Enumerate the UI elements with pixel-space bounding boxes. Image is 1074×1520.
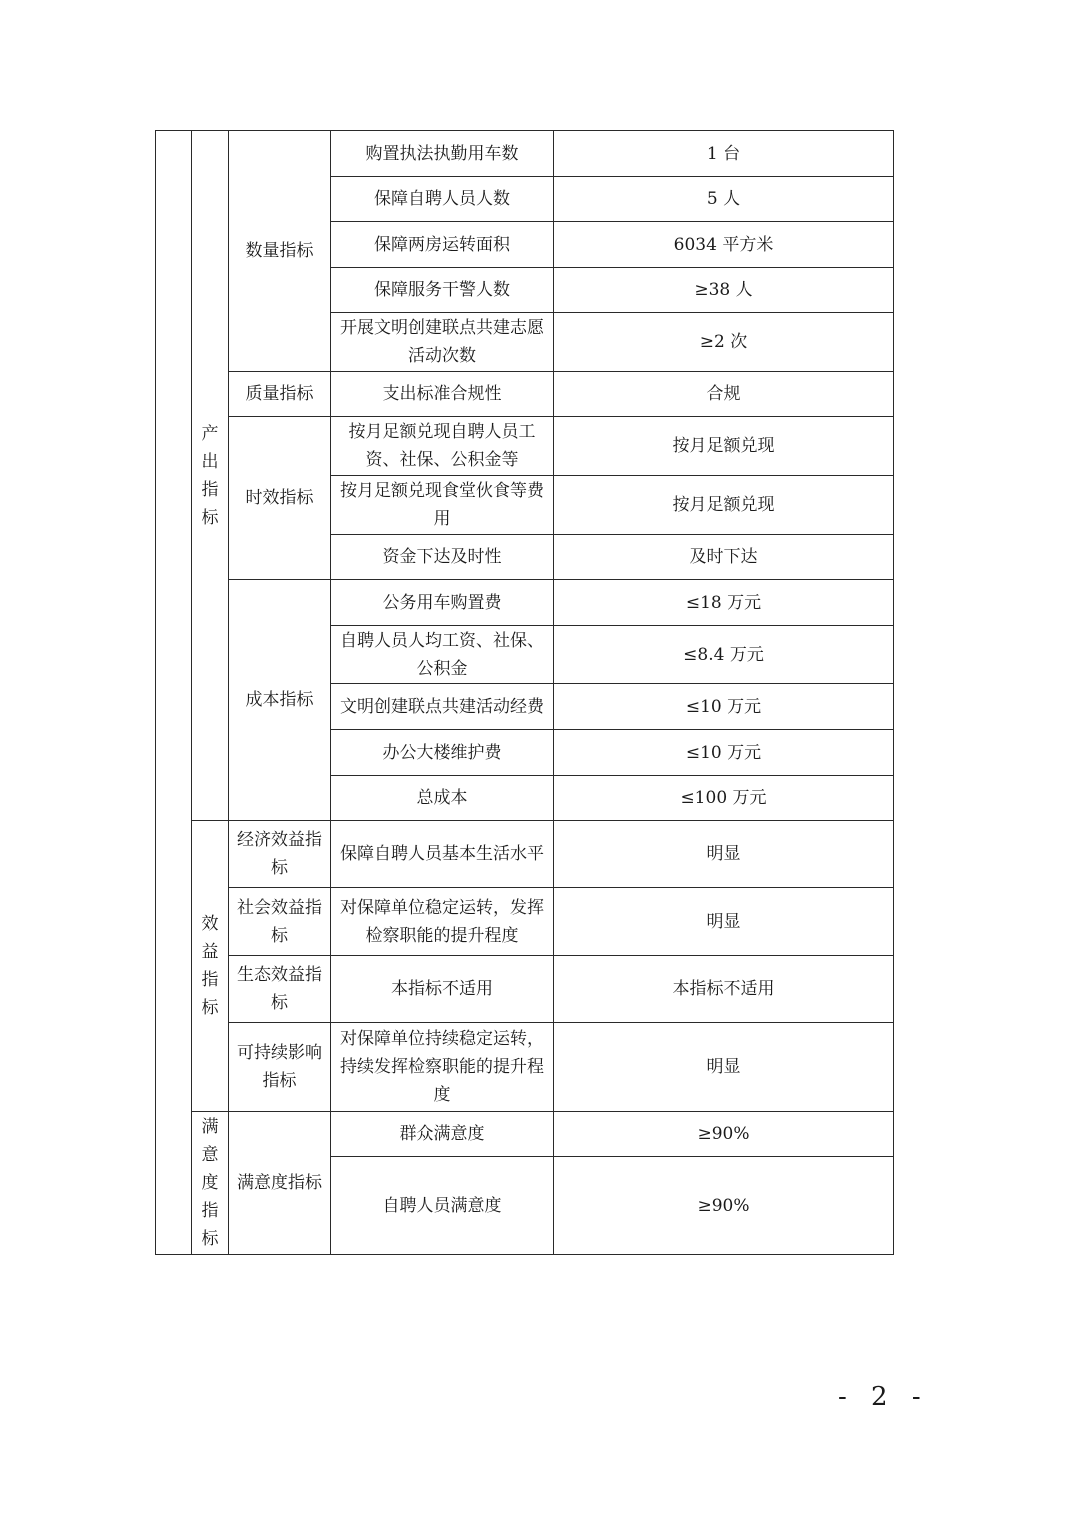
metric-cell: [331, 888, 554, 956]
metric-label: 自聘人员满意度: [382, 1195, 502, 1216]
value-cell: [554, 730, 894, 776]
metric-label: 公务用车购置费: [382, 592, 502, 613]
value-cell: [554, 535, 894, 580]
metric-value: 本指标不适用: [672, 979, 775, 999]
metric-value: ≥38 人: [694, 280, 753, 300]
table-row: [156, 956, 894, 1023]
metric-label: 本指标不适用: [391, 979, 493, 999]
level1-benefit-label: 效益指标: [201, 914, 219, 1018]
value-cell: [554, 626, 894, 684]
metric-cell: [331, 476, 554, 535]
metric-value: ≤18 万元: [685, 592, 762, 613]
level1-output-label: 产出指标: [201, 423, 219, 528]
level2-cost-label: 成本指标: [245, 690, 314, 710]
level2-satisfaction-cell: [229, 1112, 331, 1255]
value-cell: [554, 1112, 894, 1157]
metric-label: 保障自聘人员人数: [374, 189, 510, 209]
metric-label: 按月足额兑现食堂伙食等费用: [340, 481, 544, 529]
metric-value: ≤10 万元: [685, 696, 762, 717]
metric-value: 6034 平方米: [673, 234, 774, 255]
metric-value: 1 台: [706, 143, 741, 164]
metric-label: 文明创建联点共建活动经费: [340, 696, 544, 717]
metric-value: ≥2 次: [699, 332, 748, 352]
metric-cell: [331, 1157, 554, 1255]
metric-label: 群众满意度: [399, 1124, 485, 1144]
value-cell: [554, 372, 894, 417]
metric-label: 资金下达及时性: [382, 547, 502, 567]
metric-value: ≤8.4 万元: [683, 644, 764, 665]
metric-label: 对保障单位稳定运转，发挥检察职能的提升程度: [340, 897, 544, 946]
metric-cell: [331, 177, 554, 222]
value-cell: [554, 268, 894, 313]
metric-value: 明显: [706, 1057, 741, 1077]
metric-cell: [331, 580, 554, 626]
level2-economic-label: 经济效益指标: [237, 830, 322, 878]
metric-value: 5 人: [706, 189, 741, 209]
metric-label: 保障服务干警人数: [374, 280, 510, 300]
metric-cell: [331, 1023, 554, 1112]
level2-social-label: 社会效益指标: [237, 897, 322, 946]
metric-cell: [331, 372, 554, 417]
table-row: [156, 417, 894, 476]
level2-ecological-label: 生态效益指标: [237, 965, 322, 1013]
value-cell: [554, 313, 894, 372]
level2-timeliness-label: 时效指标: [245, 488, 314, 508]
metric-cell: [331, 776, 554, 821]
metric-cell: [331, 626, 554, 684]
outer-blank-cell: [156, 131, 192, 1255]
metric-value: ≤10 万元: [685, 742, 762, 763]
table-row: [156, 372, 894, 417]
level2-cost-cell: [229, 580, 331, 821]
metric-cell: [331, 313, 554, 372]
level1-satisfaction-cell: [192, 1112, 229, 1255]
metric-label: 支出标准合规性: [382, 384, 502, 404]
metric-value: 及时下达: [689, 547, 758, 567]
metric-label: 总成本: [416, 788, 468, 808]
level2-quality-label: 质量指标: [245, 384, 314, 404]
value-cell: [554, 821, 894, 888]
performance-indicator-table: [155, 130, 894, 1255]
value-cell: [554, 580, 894, 626]
level2-economic-cell: [229, 821, 331, 888]
metric-label: 开展文明创建联点共建志愿活动次数: [340, 318, 544, 366]
table-row: [156, 888, 894, 956]
table-row: [156, 1023, 894, 1112]
metric-cell: [331, 730, 554, 776]
level2-social-cell: [229, 888, 331, 956]
value-cell: [554, 1023, 894, 1112]
value-cell: [554, 177, 894, 222]
level2-sustainable-label: 可持续影响指标: [237, 1043, 322, 1091]
metric-value: 明显: [706, 844, 741, 864]
table-row: [156, 131, 894, 177]
metric-value: 按月足额兑现: [672, 436, 775, 456]
metric-cell: [331, 956, 554, 1023]
metric-cell: [331, 222, 554, 268]
metric-label: 购置执法执勤用车数: [365, 143, 519, 164]
level2-quantity-cell: [229, 131, 331, 372]
metric-label: 办公大楼维护费: [382, 742, 502, 763]
page-number: - 2 -: [838, 1382, 929, 1412]
value-cell: [554, 476, 894, 535]
value-cell: [554, 222, 894, 268]
metric-value: 按月足额兑现: [672, 495, 775, 515]
metric-cell: [331, 268, 554, 313]
value-cell: [554, 1157, 894, 1255]
level1-benefit-cell: [192, 821, 229, 1112]
level2-quality-cell: [229, 372, 331, 417]
metric-label: 保障自聘人员基本生活水平: [340, 844, 544, 864]
metric-cell: [331, 821, 554, 888]
metric-value: ≥90%: [697, 1124, 750, 1144]
metric-label: 自聘人员人均工资、社保、公积金: [340, 630, 544, 679]
value-cell: [554, 888, 894, 956]
table-row: [156, 821, 894, 888]
level2-ecological-cell: [229, 956, 331, 1023]
metric-value: ≤100 万元: [680, 788, 767, 808]
metric-label: 按月足额兑现自聘人员工资、社保、公积金等: [348, 422, 536, 470]
value-cell: [554, 131, 894, 177]
metric-cell: [331, 417, 554, 476]
level2-timeliness-cell: [229, 417, 331, 580]
metric-value: 合规: [706, 384, 741, 404]
level2-quantity-label: 数量指标: [245, 241, 314, 261]
value-cell: [554, 776, 894, 821]
value-cell: [554, 956, 894, 1023]
metric-cell: [331, 535, 554, 580]
metric-cell: [331, 131, 554, 177]
metric-value: ≥90%: [697, 1195, 750, 1216]
table-row: [156, 580, 894, 626]
value-cell: [554, 684, 894, 730]
metric-cell: [331, 1112, 554, 1157]
level2-sustainable-cell: [229, 1023, 331, 1112]
metric-label: 保障两房运转面积: [374, 234, 510, 255]
metric-label: 对保障单位持续稳定运转，持续发挥检察职能的提升程度: [340, 1029, 544, 1105]
level1-satisfaction-label: 满意度指标: [201, 1117, 219, 1249]
value-cell: [554, 417, 894, 476]
metric-cell: [331, 684, 554, 730]
level2-satisfaction-label: 满意度指标: [237, 1173, 322, 1193]
table-row: [156, 1112, 894, 1157]
metric-value: 明显: [706, 911, 741, 932]
level1-output-cell: [192, 131, 229, 821]
